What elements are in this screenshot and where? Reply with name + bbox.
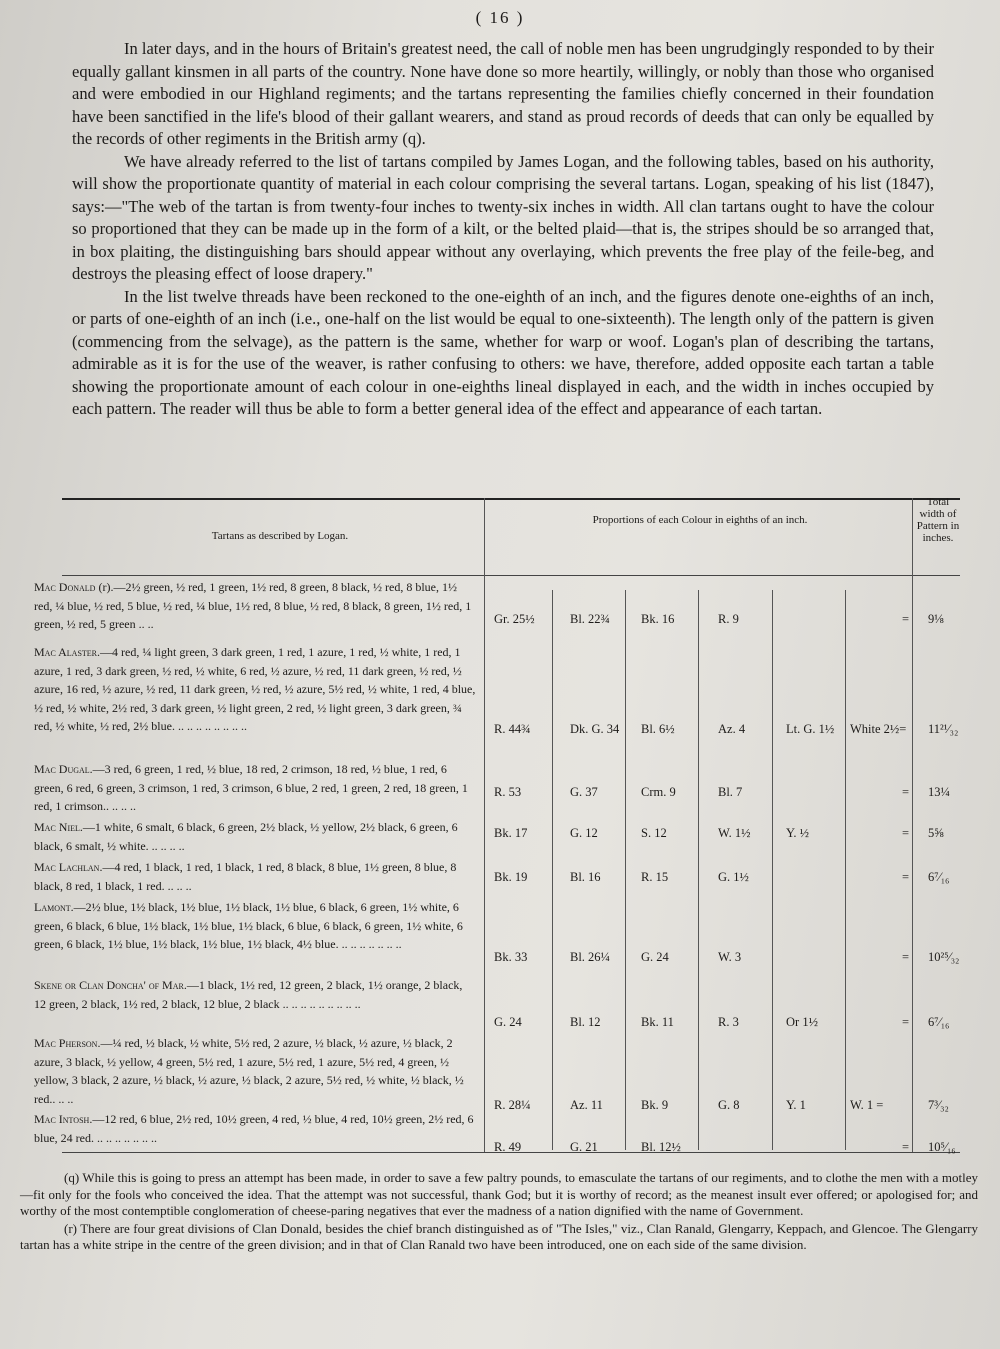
column-divider <box>552 590 553 1150</box>
proportion-cell: Lt. G. 1½ <box>786 722 835 736</box>
proportion-cell: Bl. 12½ <box>641 1140 681 1154</box>
proportion-cell: R. 3 <box>718 1015 739 1029</box>
column-divider <box>484 498 485 1152</box>
proportion-cell: R. 9 <box>718 612 739 626</box>
header-total-width: Total width of Pattern in inches. <box>916 496 960 544</box>
column-divider <box>772 590 773 1150</box>
footnotes <box>20 1170 978 1255</box>
proportion-cell: = <box>902 1015 910 1029</box>
tartan-entry: Mac Lachlan.—4 red, 1 black, 1 red, 1 black, 1 red, 8 black, 8 blue, 1½ green, 8 blue, 8 black, 8 red, 1 black, 1 red. .. .. .. <box>34 860 457 893</box>
intro-paragraph-3: In the list twelve threads have been reckoned to the one-eighth of an inch, and the figures denote one-eighths of an inch, or parts of one-eighth of an inch (i.e., one-half on the list would be equal to one-sixteenth). The length only of the pattern is given (commencing from the selvage), as the pattern is the same, whether for warp or woof. Logan's plan of describing the tartans, admirable as it is for the use of the weaver, is rather confusing to others: we have, therefore, added opposite each tartan a table showing the proportionate amount of each colour in one-eighths lineal displayed in each, and the width in inches occupied by each pattern. The reader will thus be able to form a better general idea of the effect and appearance of each tartan. <box>72 286 934 418</box>
proportion-cell: Y. 1 <box>786 1098 806 1112</box>
proportion-cell: Az. 4 <box>718 722 746 736</box>
footnote-q: (q) While this is going to press an attempt has been made, in order to save a few paltry pounds, to emasculate the tartans of our regiments, and to clothe the men with a motley—fit only for the fools who conceived the idea. That the attempt was not successful, thank God; but it is worthy of record; as the meanest insult ever offered; or apologised for; and worthy of the most contemptible conglomeration of cheese-paring negatives that ever the madness of a nation dignified with the name of Government. <box>20 1170 978 1218</box>
proportion-cell: Crm. 9 <box>641 785 676 799</box>
proportion-cell: Y. ½ <box>786 826 810 840</box>
tartan-entry: Lamont.—2½ blue, 1½ black, 1½ blue, 1½ black, 1½ blue, 6 black, 6 green, 1½ white, 6 green, 6 black, 6 blue, 1½ black, 1½ blue, 1½ black, 6 blue, 6 black, 6 green, 1½ white, 6 green, 6 black, 1½ blue, 1½ black, 1½ blue, 1½ black, 4½ blue. .. .. .. .. .. .. .. <box>34 900 463 952</box>
tartan-entry: Mac Alaster.—4 red, ¼ light green, 3 dark green, 1 red, 1 azure, 1 red, ½ white, 1 red, 1 azure, 1 red, 3 dark green, ½ red, ½ white, 6 red, ½ azure, ½ red, 11 dark green, ½ red, ½ azure, 16 red, ½ azure, ½ red, 11 dark green, ½ red, ½ azure, 5½ red, ½ white, 1 red, 4 blue, ½ red, ½ white, 2½ red, 3 dark green, ½ light green, 2 red, ½ light green, 3 dark green, ¾ red, ½ white, ½ red, 2½ blue. .. .. .. .. .. .. .. .. <box>34 645 476 734</box>
table-header-rule <box>62 575 960 576</box>
proportion-cell: Dk. G. 34 <box>570 722 620 736</box>
proportion-cell: R. 28¼ <box>494 1098 531 1112</box>
proportion-cell: Bl. 22¾ <box>570 612 610 626</box>
proportion-cell: Gr. 25½ <box>494 612 535 626</box>
proportion-cell: G. 24 <box>494 1015 522 1029</box>
total-width-cell: 10²⁵⁄₃₂ <box>928 950 960 964</box>
proportion-cell: = <box>902 826 910 840</box>
intro-paragraph-1: In later days, and in the hours of Britain's greatest need, the call of noble men has been ungrudgingly responded to by their equally gallant kinsmen in all parts of the country. None have done so more heartily, willingly, or nobly than those who organised and were embodied in our Highland regiments; and the tartans representing the families chiefly concerned in their foundation have been sanctified in the life's blood of their gallant wearers, and stand as proud records of deeds that can only be equalled by the records of other regiments in the British army (q). <box>72 39 934 148</box>
proportion-cell: Bl. 7 <box>718 785 743 799</box>
tartan-entry: Mac Donald (r).—2½ green, ½ red, 1 green, 1½ red, 8 green, 8 black, ½ red, 8 blue, 1½ red, ¼ blue, ½ red, 5 blue, ½ red, ¼ blue, 1½ red, 8 blue, ½ red, 8 black, 8 green, 1½ red, 1 green, ½ red, 5 green .. .. <box>34 580 472 632</box>
total-width-cell: 6⁷⁄₁₆ <box>928 1015 950 1029</box>
page-number: ( 16 ) <box>475 8 525 27</box>
proportion-cell: White 2½= <box>850 722 907 736</box>
proportion-cell: Az. 11 <box>570 1098 603 1112</box>
proportion-cell: = <box>902 870 910 884</box>
proportion-cell: R. 49 <box>494 1140 522 1154</box>
proportion-cell: W. 3 <box>718 950 742 964</box>
proportion-cell: G. 12 <box>570 826 598 840</box>
proportion-cell: R. 15 <box>641 870 669 884</box>
total-width-cell: 11²¹⁄₃₂ <box>928 722 959 736</box>
intro-text <box>72 38 934 421</box>
proportion-cell: Or 1½ <box>786 1015 818 1029</box>
proportion-cell: G. 24 <box>641 950 669 964</box>
footnote-r: (r) There are four great divisions of Clan Donald, besides the chief branch distinguished as of "The Isles," viz., Clan Ranald, Glengarry, Keppach, and Glencoe. The Glengarry tartan has a white stripe in the centre of the green division; and in that of Clan Ranald two have been introduced, one on each side of the same division. <box>20 1220 978 1252</box>
total-width-cell: 9⅛ <box>928 612 944 626</box>
proportion-cell: Bk. 19 <box>494 870 528 884</box>
proportion-cell: G. 21 <box>570 1140 598 1154</box>
proportion-cell: Bl. 6½ <box>641 722 675 736</box>
column-divider <box>625 590 626 1150</box>
tartan-entry: Mac Niel.—1 white, 6 smalt, 6 black, 6 green, 2½ black, ½ yellow, 2½ black, 6 green, 6 black, 6 smalt, ½ white. .. .. .. .. <box>34 820 458 853</box>
proportion-cell: Bk. 16 <box>641 612 675 626</box>
proportion-cell: = <box>902 950 910 964</box>
proportion-cell: S. 12 <box>641 826 667 840</box>
proportion-cell: R. 53 <box>494 785 522 799</box>
total-width-cell: 10⁵⁄₁₆ <box>928 1140 956 1154</box>
proportion-cell: G. 1½ <box>718 870 749 884</box>
proportion-cell: Bl. 16 <box>570 870 601 884</box>
proportion-cell: Bl. 26¼ <box>570 950 610 964</box>
tartan-entry: Mac Pherson.—¼ red, ½ black, ½ white, 5½ red, 2 azure, ½ black, ½ azure, ½ black, 2 azure, 3 black, ½ yellow, 4 green, 5½ red, 1 azure, 5½ red, 1 azure, 5½ red, 4 green, ½ yellow, 3 black, 2 azure, ½ black, ½ azure, ½ black, 2 azure, 5½ red, ½ white, ½ black, ½ red.. .. .. <box>34 1036 464 1106</box>
proportion-cell: Bk. 11 <box>641 1015 674 1029</box>
proportion-cell: G. 8 <box>718 1098 740 1112</box>
header-tartans: Tartans as described by Logan. <box>211 530 349 542</box>
total-width-cell: 13¼ <box>928 785 950 799</box>
total-width-cell: 7³⁄₃₂ <box>928 1098 949 1112</box>
proportion-cell: G. 37 <box>570 785 598 799</box>
proportion-cell: Bk. 17 <box>494 826 528 840</box>
table-top-rule <box>62 498 960 500</box>
intro-paragraph-2: We have already referred to the list of tartans compiled by James Logan, and the following tables, based on his authority, will show the proportionate quantity of material in each colour comprising the several tartans. Logan, speaking of his list (1847), says:—"The web of the tartan is from twenty-four inches to twenty-six inches in width. All clan tartans ought to have the colour so proportioned that they can be made up in the form of a kilt, or the belted plaid—that is, the stripes should be so arranged that, in box plaiting, the distinguishing bars should appear without any overlaying, which prevents the free play of the feile-beg, and destroys the pleasing effect of loose drapery." <box>72 151 934 283</box>
tartan-entry: Mac Dugal.—3 red, 6 green, 1 red, ½ blue, 18 red, 2 crimson, 18 red, ½ blue, 1 red, 6 green, 6 red, 6 green, 3 crimson, 1 red, 3 crimson, 6 blue, 2 red, 1 green, 2 red, 18 green, 1 red, 1 crimson.. .. .. .. <box>34 762 468 814</box>
column-divider <box>698 590 699 1150</box>
tartan-entry: Mac Intosh.—12 red, 6 blue, 2½ red, 10½ green, 4 red, ½ blue, 4 red, 10½ green, 2½ red, 6 blue, 24 red. .. .. .. .. .. .. .. <box>34 1112 474 1145</box>
column-divider <box>845 590 846 1150</box>
proportion-cell: W. 1 = <box>850 1098 884 1112</box>
proportion-cell: Bl. 12 <box>570 1015 601 1029</box>
proportion-cell: Bk. 9 <box>641 1098 669 1112</box>
proportion-cell: = <box>902 612 910 626</box>
proportion-cell: = <box>902 785 910 799</box>
column-divider <box>912 498 913 1152</box>
proportion-cell: = <box>902 1140 910 1154</box>
tartan-entry: Skene or Clan Doncha' of Mar.—1 black, 1½ red, 12 green, 2 black, 1½ orange, 2 black, 12 green, 2 black, 1½ red, 2 black, 12 blue, 2 black .. .. .. .. .. .. .. .. .. <box>34 978 463 1011</box>
proportion-cell: R. 44¾ <box>494 722 531 736</box>
total-width-cell: 5⅝ <box>928 826 944 840</box>
total-width-cell: 6⁷⁄₁₆ <box>928 870 950 884</box>
tartan-descriptions <box>34 578 476 1150</box>
proportion-cell: Bk. 33 <box>494 950 528 964</box>
proportion-cell: W. 1½ <box>718 826 751 840</box>
header-proportions: Proportions of each Colour in eighths of an inch. <box>592 514 808 526</box>
